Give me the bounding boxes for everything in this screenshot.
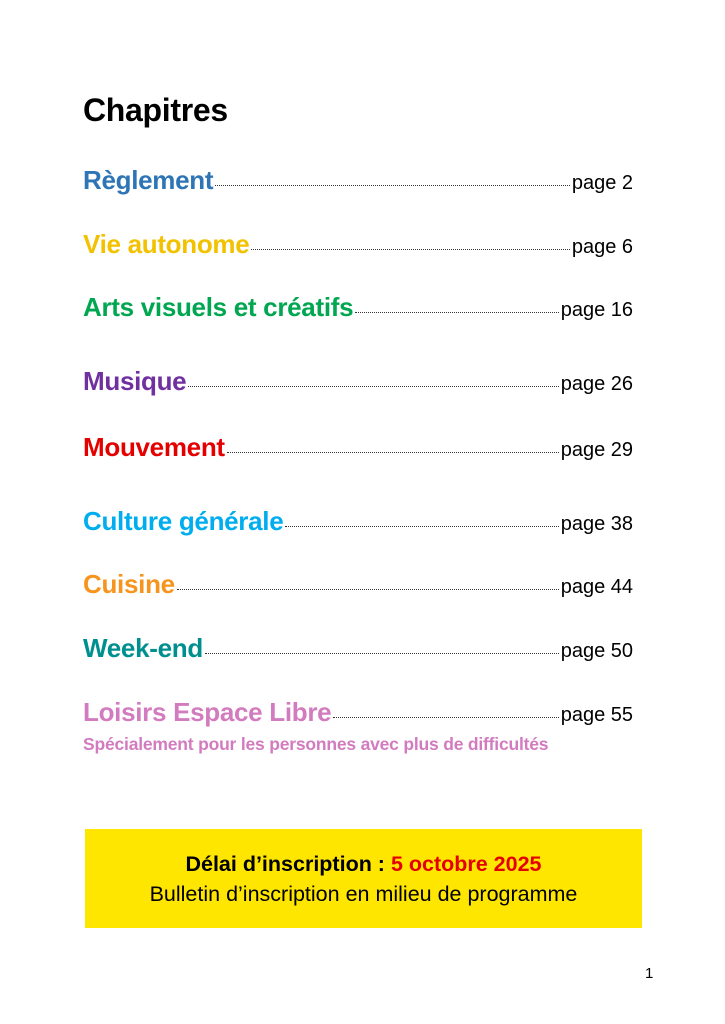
deadline-label: Délai d’inscription : bbox=[185, 851, 391, 876]
bulletin-line: Bulletin d’inscription en milieu de programme bbox=[149, 881, 578, 906]
dot-leader bbox=[251, 249, 569, 250]
dot-leader bbox=[333, 717, 558, 718]
toc-entry-title: Règlement bbox=[83, 165, 214, 195]
deadline-date: 5 octobre 2025 bbox=[390, 851, 542, 876]
dot-leader bbox=[177, 589, 559, 590]
loisirs-note: Spécialement pour les personnes avec plus de difficultés bbox=[83, 734, 549, 754]
dot-leader bbox=[205, 653, 559, 654]
toc-entry-page: page 29 bbox=[560, 439, 633, 461]
toc-entry-mouvement[interactable] bbox=[83, 432, 633, 463]
dot-leader bbox=[215, 185, 570, 186]
dot-leader bbox=[188, 386, 558, 387]
toc-entry-title: Culture générale bbox=[83, 506, 284, 536]
toc-entry-loisirs-espace-libre[interactable] bbox=[83, 697, 633, 728]
dot-leader bbox=[285, 526, 558, 527]
toc-entry-page: page 26 bbox=[560, 373, 633, 395]
toc-entry-title: Vie autonome bbox=[83, 229, 250, 259]
toc-entry-page: page 6 bbox=[571, 236, 633, 258]
toc-entry-week-end[interactable] bbox=[83, 633, 633, 664]
toc-entry-culture-generale[interactable] bbox=[83, 506, 633, 537]
toc-entry-page: page 38 bbox=[560, 513, 633, 535]
toc-entry-arts-visuels[interactable] bbox=[83, 292, 633, 323]
toc-entry-title: Musique bbox=[83, 366, 187, 396]
toc-entry-musique[interactable] bbox=[83, 366, 633, 397]
toc-entry-vie-autonome[interactable] bbox=[83, 229, 633, 260]
dot-leader bbox=[355, 312, 558, 313]
toc-entry-title: Loisirs Espace Libre bbox=[83, 697, 332, 727]
toc-entry-page: page 16 bbox=[560, 299, 633, 321]
toc-entry-title: Arts visuels et créatifs bbox=[83, 292, 354, 322]
registration-banner bbox=[85, 829, 642, 928]
toc-entry-reglement[interactable] bbox=[83, 165, 633, 196]
toc-entry-title: Cuisine bbox=[83, 569, 175, 599]
page-title: Chapitres bbox=[83, 92, 228, 128]
toc-entry-cuisine[interactable] bbox=[83, 569, 633, 600]
toc-entry-page: page 2 bbox=[571, 172, 633, 194]
deadline-line bbox=[85, 849, 642, 879]
toc-entry-page: page 44 bbox=[560, 576, 633, 598]
toc-entry-title: Mouvement bbox=[83, 432, 225, 462]
dot-leader bbox=[227, 452, 559, 453]
page-number: 1 bbox=[645, 965, 654, 982]
toc-entry-page: page 50 bbox=[560, 640, 633, 662]
toc-entry-title: Week-end bbox=[83, 633, 203, 663]
toc-entry-page: page 55 bbox=[560, 704, 633, 726]
